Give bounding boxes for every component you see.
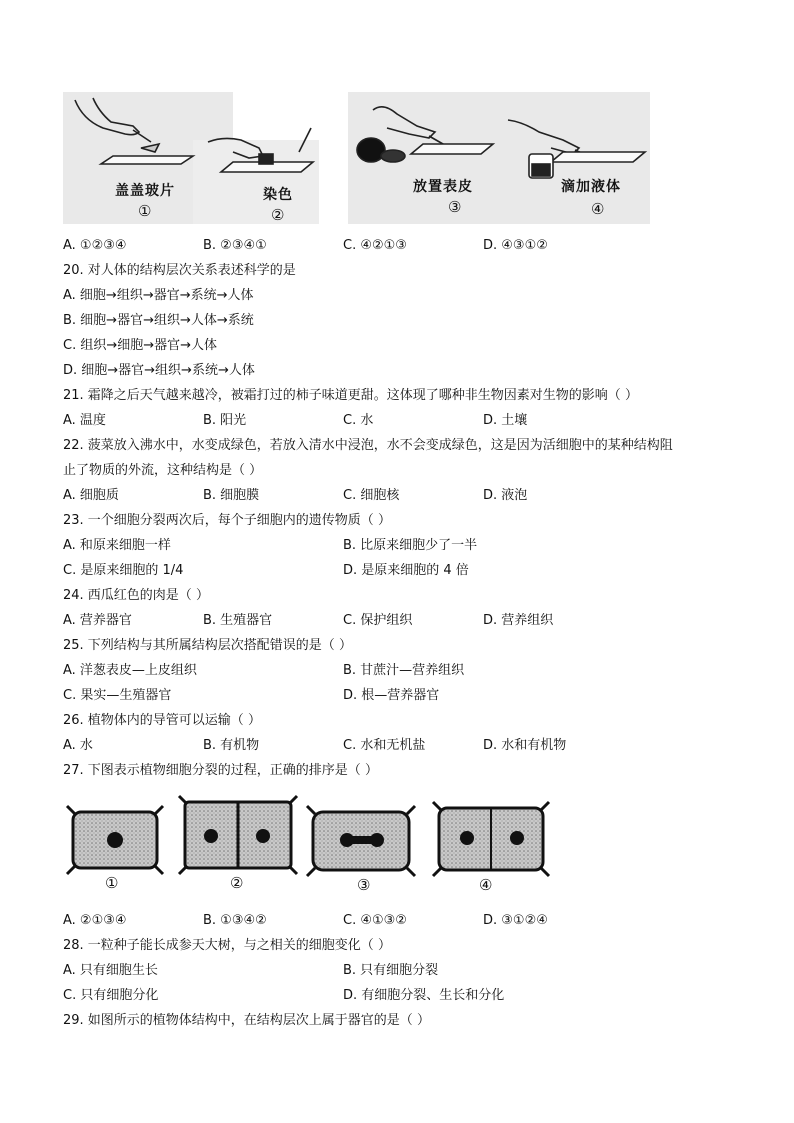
q28-option-a[interactable]: A. 只有细胞生长 xyxy=(63,963,158,978)
q22-option-b[interactable]: B. 细胞膜 xyxy=(203,488,260,503)
q28-option-b[interactable]: B. 只有细胞分裂 xyxy=(343,963,439,978)
cell-number-3: ③ xyxy=(357,876,371,894)
q25-option-a[interactable]: A. 洋葱表皮—上皮组织 xyxy=(63,663,197,678)
q20-option-a[interactable]: A. 细胞→组织→器官→系统→人体 xyxy=(63,288,254,303)
q28-option-d[interactable]: D. 有细胞分裂、生长和分化 xyxy=(343,988,505,1003)
q23-option-d[interactable]: D. 是原来细胞的 4 倍 xyxy=(343,563,469,578)
q26-option-c[interactable]: C. 水和无机盐 xyxy=(343,738,426,753)
q26-stem: 26. 植物体内的导管可以运输（ ） xyxy=(63,713,261,728)
q27-option-a[interactable]: A. ②①③④ xyxy=(63,913,127,928)
cell-4 xyxy=(433,802,549,876)
q22-stem-line1: 22. 菠菜放入沸水中，水变成绿色，若放入清水中浸泡，水不会变成绿色，这是因为活细胞中的某种结构阻 xyxy=(63,438,673,453)
cell-1 xyxy=(67,806,163,874)
q23-stem: 23. 一个细胞分裂两次后，每个子细胞内的遗传物质（ ） xyxy=(63,513,391,528)
cell-number-1: ① xyxy=(105,874,119,892)
q27-option-c[interactable]: C. ④①③② xyxy=(343,913,407,928)
q21-stem: 21. 霜降之后天气越来越冷，被霜打过的柿子味道更甜。这体现了哪种非生物因素对生物的影响（ ） xyxy=(63,388,638,403)
q22-option-d[interactable]: D. 液泡 xyxy=(483,488,528,503)
q26-option-b[interactable]: B. 有机物 xyxy=(203,738,260,753)
q20-option-c[interactable]: C. 组织→细胞→器官→人体 xyxy=(63,338,218,353)
q22-option-a[interactable]: A. 细胞质 xyxy=(63,488,119,503)
figure1-number-2: ② xyxy=(271,206,285,224)
q24-stem: 24. 西瓜红色的肉是（ ） xyxy=(63,588,209,603)
q24-option-a[interactable]: A. 营养器官 xyxy=(63,613,132,628)
q21-option-a[interactable]: A. 温度 xyxy=(63,413,106,428)
experiment-steps-figure xyxy=(63,92,650,224)
q24-option-d[interactable]: D. 营养组织 xyxy=(483,613,554,628)
q21-option-b[interactable]: B. 阳光 xyxy=(203,413,247,428)
q25-option-d[interactable]: D. 根—营养器官 xyxy=(343,688,440,703)
q19-option-d[interactable]: D. ④③①② xyxy=(483,238,548,253)
q24-option-c[interactable]: C. 保护组织 xyxy=(343,613,413,628)
q27-option-d[interactable]: D. ③①②④ xyxy=(483,913,548,928)
cell-number-4: ④ xyxy=(479,876,493,894)
caption-cover-slip: 盖盖玻片 xyxy=(115,183,175,199)
caption-add-liquid: 滴加液体 xyxy=(561,179,621,195)
q19-option-a[interactable]: A. ①②③④ xyxy=(63,238,127,253)
cell-3 xyxy=(307,806,415,876)
q24-option-b[interactable]: B. 生殖器官 xyxy=(203,613,273,628)
q21-option-d[interactable]: D. 土壤 xyxy=(483,413,528,428)
figure1-number-4: ④ xyxy=(591,200,605,218)
q19-option-b[interactable]: B. ②③④① xyxy=(203,238,267,253)
q19-option-c[interactable]: C. ④②①③ xyxy=(343,238,407,253)
cell-division-figure xyxy=(63,790,553,900)
cell-2 xyxy=(179,796,297,874)
q22-option-c[interactable]: C. 细胞核 xyxy=(343,488,400,503)
q23-option-b[interactable]: B. 比原来细胞少了一半 xyxy=(343,538,478,553)
q27-option-b[interactable]: B. ①③④② xyxy=(203,913,267,928)
q26-option-a[interactable]: A. 水 xyxy=(63,738,93,753)
q25-option-c[interactable]: C. 果实—生殖器官 xyxy=(63,688,172,703)
q26-option-d[interactable]: D. 水和有机物 xyxy=(483,738,567,753)
q20-option-d[interactable]: D. 细胞→器官→组织→系统→人体 xyxy=(63,363,255,378)
cell-number-2: ② xyxy=(230,874,244,892)
caption-staining: 染色 xyxy=(263,187,293,203)
q25-option-b[interactable]: B. 甘蔗汁—营养组织 xyxy=(343,663,465,678)
q28-stem: 28. 一粒种子能长成参天大树，与之相关的细胞变化（ ） xyxy=(63,938,391,953)
q27-stem: 27. 下图表示植物细胞分裂的过程，正确的排序是（ ） xyxy=(63,763,378,778)
q22-stem-line2: 止了物质的外流，这种结构是（ ） xyxy=(63,463,263,478)
figure1-number-3: ③ xyxy=(448,198,462,216)
q28-option-c[interactable]: C. 只有细胞分化 xyxy=(63,988,159,1003)
q25-stem: 25. 下列结构与其所属结构层次搭配错误的是（ ） xyxy=(63,638,352,653)
q21-option-c[interactable]: C. 水 xyxy=(343,413,374,428)
q29-stem: 29. 如图所示的植物体结构中，在结构层次上属于器官的是（ ） xyxy=(63,1013,430,1028)
q23-option-c[interactable]: C. 是原来细胞的 1/4 xyxy=(63,563,184,578)
caption-place-epidermis: 放置表皮 xyxy=(413,179,473,195)
q20-option-b[interactable]: B. 细胞→器官→组织→人体→系统 xyxy=(63,313,254,328)
figure1-number-1: ① xyxy=(138,202,152,220)
q23-option-a[interactable]: A. 和原来细胞一样 xyxy=(63,538,171,553)
q20-stem: 20. 对人体的结构层次关系表述科学的是 xyxy=(63,263,296,278)
